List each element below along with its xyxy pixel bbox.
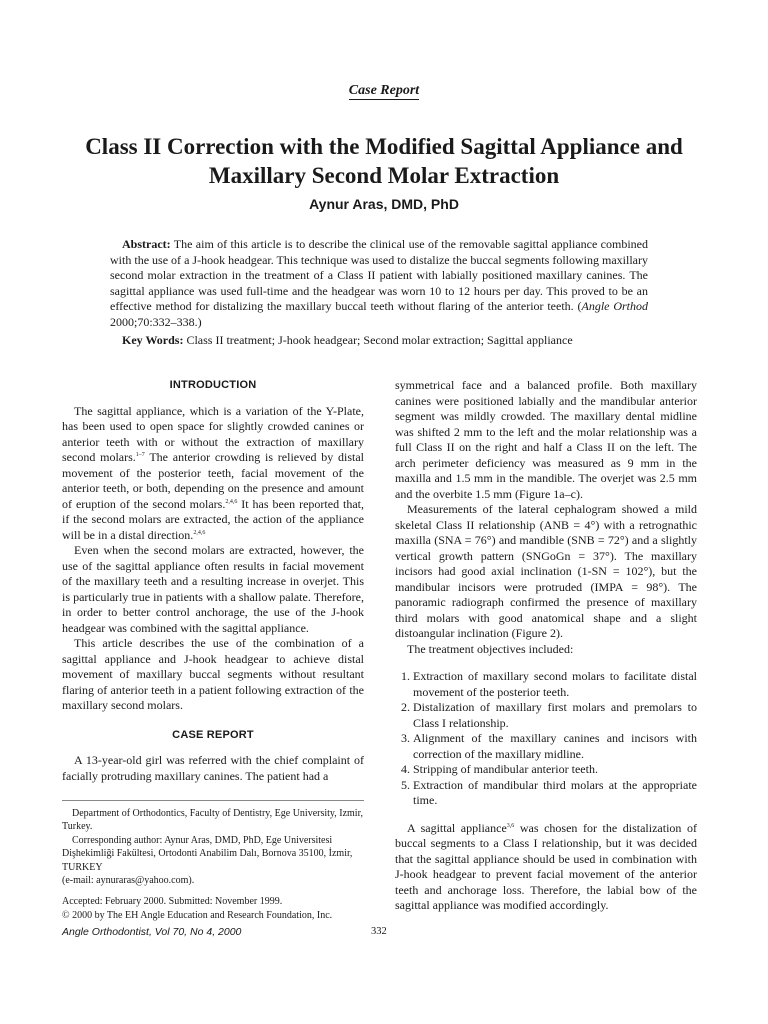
- keywords: [110, 333, 670, 348]
- footnote-email: (e-mail: aynuraras@yahoo.com).: [62, 875, 195, 887]
- list-item: 1. Extraction of maxillary second molars to facilitate distal movement of the posterior teeth.: [413, 669, 697, 700]
- footnote-department: Department of Orthodontics, Faculty of Dentistry, Ege University, Izmir, Turkey.: [62, 808, 364, 833]
- case-paragraph-2: symmetrical face and a balanced profile. Both maxillary canines were positioned labially and the mandibular anterior segment was mildly crowded. The maxillary dental midline was shifted 2 mm to the left and the molar relationship was a full Class II on the right and half a Class II on the left. The arch perimeter deficiency was measured as 9 mm in the maxilla and 1.5 mm in the mandible. The overjet was 2.5 mm and the overbite 1.5 mm (Figure 1a–c).: [395, 378, 697, 501]
- footnote-corresponding: Corresponding author: Aynur Aras, DMD, PhD, Ege Universitesi Dişhekimliği Fakültesi, Ortodonti Anabilim Dalı, Bornova 35100, İzmir, TURKEY: [62, 834, 353, 873]
- case-paragraph-5: [395, 821, 697, 914]
- case-p5-text-b: was chosen for the distalization of buccal segments to a Class I relationship, but it was decided that the sagittal appliance should be used in combination with J-hook headgear to prevent facial movement of the anterior teeth and anchorage loss. Therefore, the labial bow of the sagittal appliance was modified accordingly.: [395, 820, 697, 912]
- footnote: [62, 800, 364, 922]
- keywords-label: Key Words:: [122, 333, 184, 347]
- ref-sup: 2,4,6: [225, 498, 238, 505]
- section-label: [0, 83, 768, 99]
- author-name: Aynur Aras, DMD, PhD: [309, 196, 459, 212]
- keywords-text: Class II treatment; J-hook headgear; Second molar extraction; Sagittal appliance: [186, 333, 573, 347]
- case-report-heading: CASE REPORT: [172, 728, 254, 741]
- footnote-dates: Accepted: February 2000. Submitted: November 1999.: [62, 896, 283, 908]
- case-paragraph-4: The treatment objectives included:: [407, 641, 574, 656]
- intro-p1-text-a: The sagittal appliance, which is a variation of the Y-Plate, has been used to open space for slightly crowded canines or anterior teeth with or without the extraction of maxillary second molars.: [62, 403, 364, 464]
- right-column: [395, 378, 697, 914]
- treatment-objectives-list: [395, 669, 697, 809]
- abstract-text: The aim of this article is to describe the clinical use of the removable sagittal appliance combined with the use of a J-hook headgear. This technique was used to distalize the buccal segments following maxillary second molar extraction in the treatment of a Class II patient with labially positioned maxillary canines. The sagittal appliance was used full-time and the headgear was worn 10 to 12 hours per day. This proved to be an effective method for distalizing the maxillary buccal teeth without flaring of the anterior teeth. (: [110, 237, 648, 314]
- section-label-text: Case Report: [348, 83, 420, 98]
- case-p5-text-a: A sagittal appliance: [407, 820, 507, 835]
- abstract-journal: Angle Orthod: [581, 299, 648, 314]
- intro-p1-text-c: It has been reported that, if the second molars are extracted, the action of the appliance will be in a distal direction.: [62, 496, 365, 542]
- introduction-heading: INTRODUCTION: [169, 379, 257, 391]
- intro-paragraph-2: Even when the second molars are extracted, however, the use of the sagittal appliance often results in facial movement of the maxillary teeth and a resulting increase in overjet. This is particularly true in patients with a shallow palate. Therefore, in order to better control anchorage, the use of the J-hook headgear was combined with the sagittal appliance.: [62, 543, 364, 635]
- case-paragraph-1: A 13-year-old girl was referred with the chief complaint of facially protruding maxillary canines. The patient had a: [62, 753, 364, 783]
- abstract: [110, 237, 648, 331]
- abstract-citation: 2000;70:332–338.): [110, 314, 202, 329]
- ref-sup: 1–7: [135, 452, 145, 458]
- list-item: 3. Alignment of the maxillary canines and incisors with correction of the maxillary midline.: [413, 731, 697, 762]
- list-item: 5. Extraction of mandibular third molars at the appropriate time.: [413, 778, 697, 809]
- intro-paragraph-1: [62, 404, 364, 544]
- footer-journal: Angle Orthodontist, Vol 70, No 4, 2000: [62, 926, 242, 938]
- list-item: 2. Distalization of maxillary first molars and premolars to Class I relationship.: [413, 700, 697, 731]
- intro-p1-text-b: The anterior crowding is relieved by distal movement of the posterior teeth, facial movement of the anterior teeth, or both, depending on the presence and amount of eruption of the second molars.: [62, 450, 365, 511]
- footnote-copyright: © 2000 by The EH Angle Education and Research Foundation, Inc.: [62, 909, 333, 921]
- intro-paragraph-3: This article describes the use of the combination of a sagittal appliance and J-hook headgear to achieve distal movement of maxillary buccal segments without resultant flaring of anterior teeth in a patient following extraction of the maxillary second molars.: [62, 636, 364, 712]
- page-number: 332: [371, 926, 387, 937]
- list-item: 4. Stripping of mandibular anterior teeth.: [413, 762, 697, 778]
- ref-sup: 2,4,6: [193, 529, 206, 536]
- abstract-label: Abstract:: [122, 237, 171, 251]
- article-title: Class II Correction with the Modified Sagittal Appliance and Maxillary Second Molar Extraction: [85, 134, 683, 188]
- left-column: [62, 378, 364, 784]
- case-paragraph-3: Measurements of the lateral cephalogram showed a mild skeletal Class II relationship (ANB = 4°) with a retrognathic maxilla (SNA = 76°) and mandible (SNB = 72°) and a slightly vertical growth pattern (SNGoGn = 37°). The maxillary incisors had good axial inclination (1-SN = 102°), but the mandibular incisors were protruded (IMPA = 98°). The panoramic radiograph confirmed the presence of maxillary third molars with good anatomical shape and a slight distoangular inclination (Figure 2).: [395, 502, 697, 640]
- ref-sup: 3,6: [506, 822, 515, 829]
